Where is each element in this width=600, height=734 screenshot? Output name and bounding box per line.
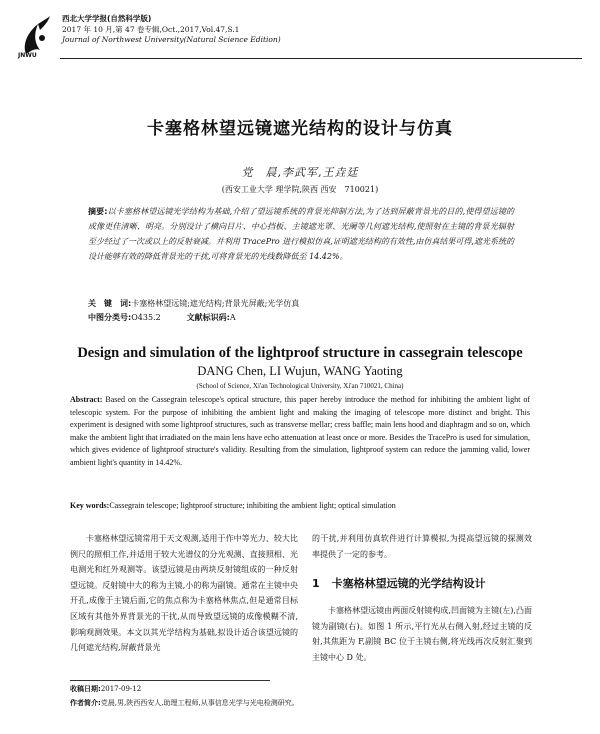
section-heading — [312, 575, 486, 591]
section-title: 卡塞格林望远镜的光学结构设计 — [331, 577, 486, 590]
section-number: 1 — [312, 577, 320, 590]
journal-issue: 2017 年 10 月,第 47 卷专辑,Oct.,2017,Vol.47,S.1 — [62, 24, 240, 34]
doc-code-label: 文献标识码: — [186, 313, 230, 322]
received-value: 2017-09-12 — [100, 685, 142, 693]
keywords-cn — [88, 297, 514, 310]
footnote-rule — [70, 680, 270, 681]
keywords-en-text: Cassegrain telescope; lightproof structure; inhibiting the ambient light; optical simulation — [109, 501, 396, 510]
journal-logo-text: JNWU — [18, 52, 37, 59]
journal-name-cn: 西北大学学报(自然科学版) — [62, 14, 152, 23]
doc-code-value: A — [229, 313, 236, 322]
footnote-author — [70, 698, 540, 708]
journal-name-en: Journal of Northwest University(Natural Science Edition) — [62, 35, 281, 44]
body-left-paragraph: 卡塞格林望远镜常用于天文观测,适用于作中等光力、较大比例尺的照相工作,并适用于较大光谱仪的分光观测、直接照相、光电测光和红外观测等。该望远镜是由两块反射镜组成的一种反射望远镜。反射镜中大的称为主镜,小的称为副镜。通常在主镜中央开孔,成像于主镜后面,它的焦点称为卡塞格林焦点,但是通常目标区域有其他外界背景光的干扰,从而导致望远镜的成像模糊不清,影响观测效果。本文以其光学结构为基础,拟设计适合该望远镜的几何遮光结构,屏蔽背景光 — [70, 534, 298, 653]
abstract-cn-text: 以卡塞格林望远镜光学结构为基础,介绍了望远镜系统的背景光抑制方法,为了达到屏蔽背景光的目的,使得望远镜的成像更佳清晰、明亮。分别设计了横向目片、中心挡板、主镜遮光罩、光阑等几何遮光结构,使照射在主镜的背景光辐射至少经过了一次或以上的反射衰减。并利用 TracePro 进行模拟仿真,证明遮光结构的有效性,由仿真结果可得,遮光系统的设计能够有效的降低背景光的干扰,可将背景光的光线数降低至 14.42%。 — [88, 207, 514, 261]
body-right-paragraph-2: 卡塞格林望远镜由两面反射镜构成,凹面镜为主镜(左),凸面镜为副镜(右)。如图 1 所示,平行光从右侧入射,经过主镜的反射,其焦距为 F,副镜 BC 位于主镜右侧,将光线再次反射汇聚到主镜中心 D 处。 — [312, 606, 532, 662]
abstract-en — [70, 394, 530, 470]
keywords-cn-label: 关 键 词: — [88, 299, 132, 308]
abstract-en-label: Abstract: — [70, 395, 103, 404]
clc-value: O435.2 — [131, 313, 161, 322]
authors-en: DANG Chen, LI Wujun, WANG Yaoting — [197, 364, 403, 378]
keywords-cn-text: 卡塞格林望远镜;遮光结构;背景光屏蔽;光学仿真 — [131, 299, 300, 308]
affiliation-en: (School of Science, Xi'an Technological University, Xi'an 710021, China) — [196, 382, 404, 390]
received-label: 收稿日期: — [70, 685, 101, 693]
abstract-cn-label: 摘要: — [88, 207, 108, 216]
author-bio-label: 作者简介: — [70, 699, 101, 707]
keywords-en-label: Key words: — [70, 501, 110, 510]
affiliation-cn: (西安工业大学 理学院,陕西 西安 710021) — [221, 185, 379, 194]
classification-cn — [88, 311, 514, 324]
body-right-paragraph-1: 的干扰,并利用仿真软件进行计算模拟,为提高望远镜的探测效率提供了一定的参考。 — [312, 534, 532, 559]
journal-header — [62, 14, 281, 46]
author-bio-value: 党晨,男,陕西西安人,助理工程师,从事信息光学与光电检测研究。 — [100, 699, 299, 707]
paper-title-en: Design and simulation of the lightproof structure in cassegrain telescope — [77, 345, 523, 361]
keywords-en — [70, 500, 530, 512]
header-rule — [60, 58, 582, 59]
abstract-cn — [88, 204, 514, 264]
abstract-en-text: Based on the Cassegrain telescope's optical structure, this paper hereby introduce the method for inhibiting the ambient light of telescopic system. For the purpose of inhibiting the ambient light and making the imaging of telescope more distinct and bright. This experiment is designed with some lightproof structures, such as transverse mellar; cress baffle; main lens hood and diaphragm and so on, which make the ambient light that irradiated on the main lens have echo attenuation at least once or more. Besides the TracePro is used for simulation, which gives evidence of lightproof structure's validity. Resulting from the simulation, lightproof system can reduce the jamming valid, lower ambient light's quantity in 14.42%. — [70, 395, 530, 467]
clc-label: 中图分类号: — [88, 313, 132, 322]
footnote-received — [70, 684, 540, 694]
paper-title-cn: 卡塞格林望远镜遮光结构的设计与仿真 — [147, 119, 453, 139]
authors-cn: 党 晨,李武军,王垚廷 — [241, 166, 359, 179]
